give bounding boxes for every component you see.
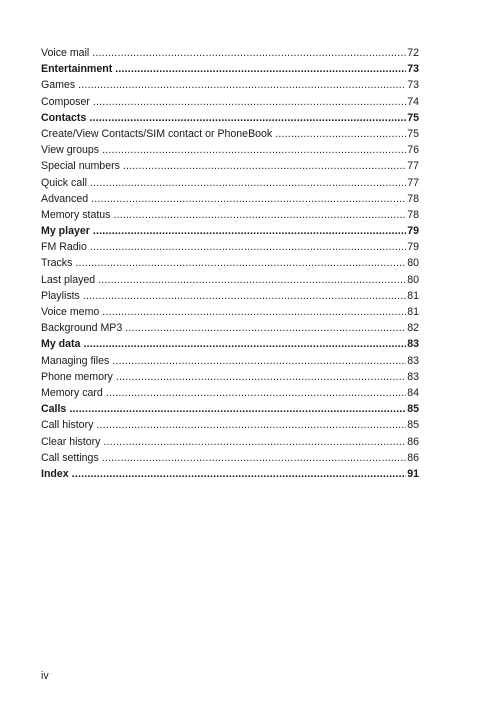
toc-entry[interactable] [41,77,419,93]
toc-entry-title: Memory status [41,208,111,221]
toc-dot-leader [112,353,406,369]
toc-dot-leader [75,255,406,271]
toc-dot-leader [91,191,406,207]
toc-entry-page: 73 [407,79,419,92]
toc-dot-leader [93,223,406,239]
toc-dot-leader [103,434,406,450]
toc-dot-leader [275,126,406,142]
toc-entry-title: Index [41,467,69,480]
toc-dot-leader [90,175,406,191]
toc-entry-page: 80 [407,273,419,286]
toc-dot-leader [90,239,406,255]
toc-entry-title: My data [41,338,81,351]
toc-entry-title: Quick call [41,176,87,189]
toc-dot-leader [89,110,406,126]
toc-dot-leader [98,272,406,288]
toc-dot-leader [116,369,406,385]
toc-entry-title: My player [41,225,90,238]
toc-entry-page: 78 [407,208,419,221]
toc-dot-leader [72,466,407,482]
toc-entry-title: Memory card [41,386,103,399]
toc-entry-title: Create/View Contacts/SIM contact or PhoneBook [41,127,273,140]
toc-entry[interactable] [41,369,419,385]
toc-entry-page: 73 [407,63,419,76]
toc-entry-title: Voice memo [41,306,100,318]
toc-entry-page: 80 [407,257,419,270]
toc-entry-page: 84 [407,386,419,399]
toc-dot-leader [102,142,406,158]
toc-section-entry[interactable] [41,466,419,482]
toc-dot-leader [123,158,406,174]
page-number: iv [41,670,49,682]
toc-dot-leader [92,45,406,61]
toc-entry[interactable] [41,191,419,207]
toc-entry-page: 85 [407,403,419,416]
toc-entry-page: 83 [407,338,419,351]
toc-entry-page: 82 [407,322,419,335]
toc-entry-page: 86 [407,435,419,448]
table-of-contents [41,45,419,482]
toc-dot-leader [96,417,406,433]
toc-entry-page: 75 [407,111,419,124]
toc-entry[interactable] [41,304,419,320]
toc-dot-leader [113,207,406,223]
toc-entry-title: Composer [41,95,90,108]
toc-section-entry[interactable] [41,61,419,77]
toc-entry-page: 91 [407,467,419,480]
toc-entry-title: Clear history [41,435,101,448]
toc-entry-title: Playlists [41,289,80,302]
toc-entry-title: Tracks [41,257,73,270]
toc-entry[interactable] [41,353,419,369]
toc-entry[interactable] [41,417,419,433]
toc-entry-page: 75 [407,127,419,140]
toc-entry[interactable] [41,450,419,466]
toc-section-entry[interactable] [41,401,419,417]
toc-section-entry[interactable] [41,223,419,239]
toc-entry-page: 83 [407,370,419,383]
toc-entry-title: Last played [41,273,96,286]
toc-entry[interactable] [41,45,419,61]
toc-entry-title: FM Radio [41,241,87,254]
toc-entry-title: Phone memory [41,370,113,383]
toc-entry-page: 78 [407,192,419,205]
toc-dot-leader [83,336,406,352]
toc-entry-page: 77 [407,160,419,173]
toc-entry-page: 72 [407,47,419,59]
toc-dot-leader [69,401,406,417]
toc-entry-title: Voice mail [41,47,90,59]
toc-entry[interactable] [41,255,419,271]
toc-entry-title: Special numbers [41,160,120,173]
toc-dot-leader [106,385,406,401]
toc-section-entry[interactable] [41,336,419,352]
toc-entry[interactable] [41,126,419,142]
toc-dot-leader [102,450,407,466]
toc-entry-page: 81 [407,306,419,318]
toc-entry-page: 77 [407,176,419,189]
toc-entry-page: 76 [407,144,419,157]
toc-entry-title: Games [41,79,76,92]
toc-entry-page: 81 [407,289,419,302]
toc-entry-title: Call settings [41,451,99,464]
toc-dot-leader [115,61,406,77]
toc-entry[interactable] [41,239,419,255]
toc-entry-page: 86 [407,451,419,464]
toc-entry-title: Advanced [41,192,89,205]
toc-entry-page: 79 [407,225,419,238]
toc-entry[interactable] [41,158,419,174]
toc-dot-leader [125,320,406,336]
toc-entry-page: 74 [407,95,419,108]
toc-entry[interactable] [41,94,419,110]
toc-entry-page: 83 [407,354,419,367]
toc-entry[interactable] [41,272,419,288]
toc-entry-title: Calls [41,403,67,416]
toc-entry[interactable] [41,288,419,304]
toc-entry-title: Call history [41,419,94,432]
toc-dot-leader [102,304,406,320]
toc-section-entry[interactable] [41,110,419,126]
toc-dot-leader [83,288,406,304]
toc-entry-title: View groups [41,144,100,157]
toc-entry-title: Background MP3 [41,322,123,335]
toc-entry[interactable] [41,434,419,450]
toc-dot-leader [78,77,406,93]
toc-dot-leader [93,94,406,110]
toc-entry[interactable] [41,175,419,191]
toc-entry[interactable] [41,385,419,401]
toc-entry-page: 79 [407,241,419,254]
toc-entry-title: Contacts [41,111,87,124]
toc-entry[interactable] [41,207,419,223]
toc-entry-page: 85 [407,419,419,432]
toc-entry-title: Entertainment [41,63,113,76]
toc-entry[interactable] [41,320,419,336]
toc-entry-title: Managing files [41,354,110,367]
toc-entry[interactable] [41,142,419,158]
